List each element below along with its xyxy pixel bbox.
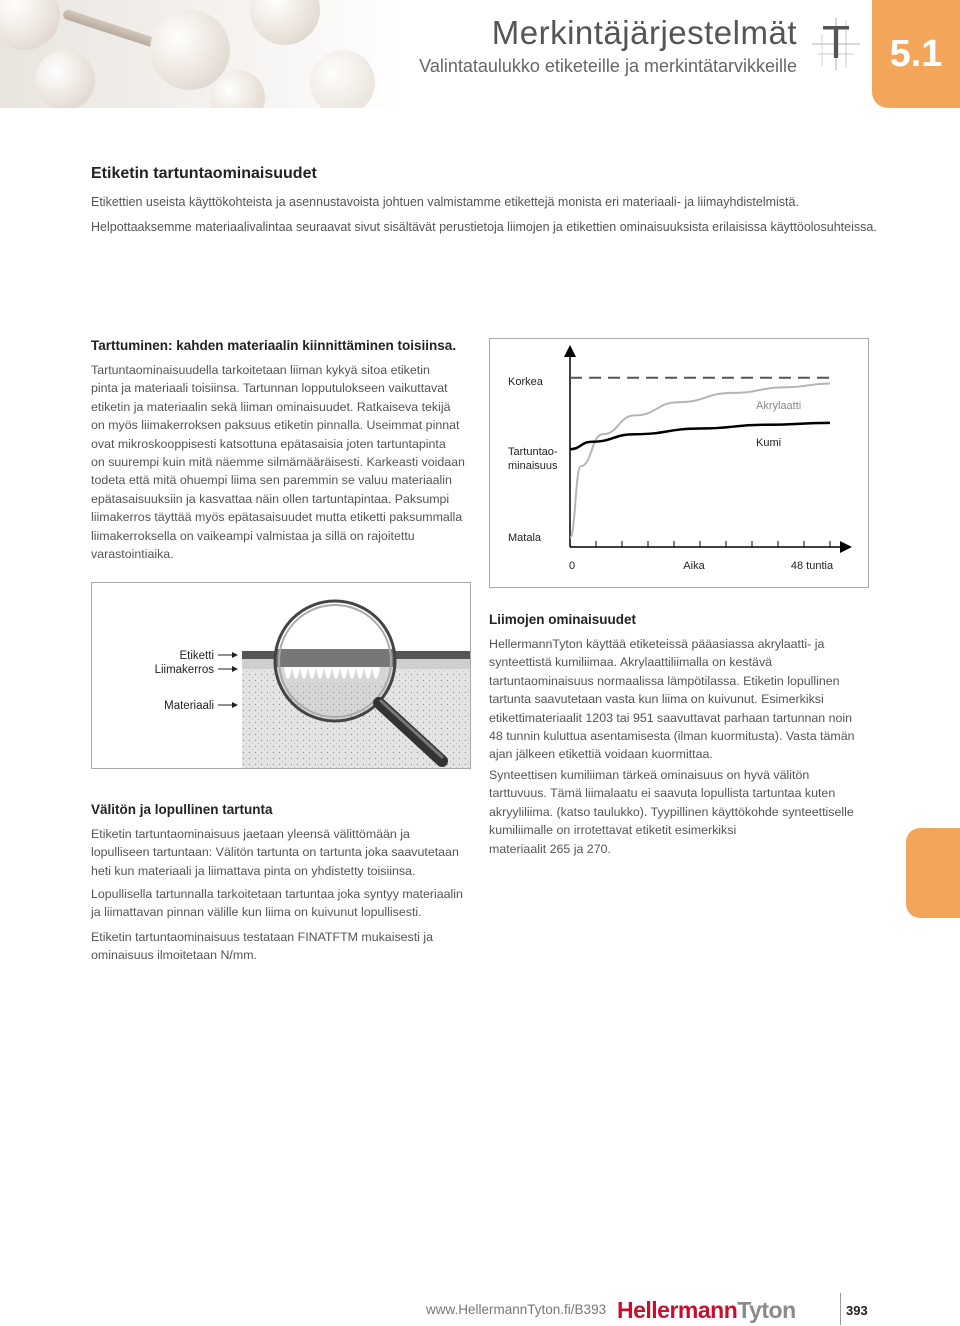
diagram-label-liimakerros: Liimakerros <box>154 664 214 676</box>
diagram-label-materiaali: Materiaali <box>164 700 214 712</box>
adhesion-heading: Tarttuminen: kahden materiaalin kiinnittäminen toisiinsa. <box>91 338 457 353</box>
intro-line: Helpottaaksemme materiaalivalintaa seuraavat sivut sisältävät perustietoja liimojen ja etikettien ominaisuuksista erilaisissa käyttöolosuhteissa. <box>91 220 877 234</box>
x-end-label: 48 tuntia <box>790 560 834 572</box>
instant-paragraph-2: Lopullisella tartunnalla tarkoitetaan tartuntaa joka syntyy materiaalin ja liimattavan pinnan välille kun liima on kuivunut lopullisesti. <box>91 887 463 920</box>
chapter-t-logo-icon <box>810 14 862 72</box>
brand-logo: HellermannTyton <box>617 1297 796 1323</box>
footer-url[interactable]: www.HellermannTyton.fi/B393 <box>426 1302 607 1317</box>
series-line-kumi <box>570 423 830 449</box>
chapter-tab <box>872 0 960 108</box>
x-start-label: 0 <box>568 560 576 572</box>
x-mid-label: Aika <box>683 560 705 572</box>
y-bottom-label: Matala <box>508 532 542 544</box>
diagram-label-etiketti: Etiketti <box>179 650 214 662</box>
decorative-ball <box>310 50 375 108</box>
chapter-number: 5.1 <box>889 32 943 75</box>
adhesives-paragraph-1: HellermannTyton käyttää etiketeissä pääasiassa akrylaatti- ja synteettistä kumiliimaa. Akrylaattiliimalla on kestävä tartuntaominaisuus normaalissa lämpötilassa. Etiketin lopullinen tartunta saavutetaan vasta kun liima on kuivunut. Esimerkiksi etikettimateriaalit 1203 tai 951 saavuttavat parhaan tartunnan noin 48 tunnin kuluttua asentamisesta (ilman kuormitusta). Vasta tämän ajan jälkeen etikettiä voidaan kuormittaa. <box>489 637 855 762</box>
svg-text:T: T <box>821 16 851 68</box>
adhesion-chart <box>489 338 869 588</box>
diagram-svg <box>92 583 470 768</box>
instant-paragraph-1: Etiketin tartuntaominaisuus jaetaan yleensä välittömään ja lopulliseen tartuntaan: Välitön tartunta on tartunta joka saavutetaan heti kun materiaali ja liimattava pinta on yhdistetty toisiinsa. <box>91 827 459 878</box>
y-top-label: Korkea <box>508 376 543 388</box>
page-title: Merkintäjärjestelmät <box>491 14 797 51</box>
adhesives-paragraph-2: Synteettisen kumiliiman tärkeä ominaisuus on hyvä välitön tarttuvuus. Tämä liimalaatu ei saavuta lopullista tartuntaa kuten akryyliliima. (katso taulukko). Tyypillinen käyttökohde synteettiselle kumiliimalle on irrotettavat etiketit esimerkiksi materiaalit 265 ja 270. <box>489 768 854 856</box>
chart-svg <box>490 339 868 587</box>
series-label-akrylaatti: Akrylaatti <box>756 400 802 412</box>
instant-paragraph-3: Etiketin tartuntaominaisuus testataan FINATFTM mukaisesti ja ominaisuus ilmoitetaan N/mm. <box>91 930 434 963</box>
page-number: 393 <box>846 1303 868 1318</box>
y-axis-label-line2: minaisuus <box>508 460 558 472</box>
y-axis-label-line1: Tartuntao- <box>508 446 558 458</box>
section-title: Etiketin tartuntaominaisuudet <box>91 165 317 182</box>
adhesion-paragraph: Tartuntaominaisuudella tarkoitetaan liiman kykyä sitoa etiketin pinta ja materiaali toisiinsa. Tartunnan lopputulokseen vaikuttavat etiketin ja materiaalin sekä liiman ominaisuudet. Ratkaiseva tekijä on myös liimakerroksen paksuus etiketin pinnalla. Useimmat pinnat ovat mikroskooppisesti katsottuna epätasaisia joten tartuntapinta on suurempi kuin mitä näemme silmämääräisesti. Karkeasti voidaan todeta että mitä ohuempi liima sen paremmin se valuu materiaalin epätasaisuuksiin ja kasvattaa näin ollen tartuntapintaa. Paksumpi liimakerros täyttää myös epätasaisuudet mutta etiketti paksummalla liimakerroksella on vaikeampi valmistaa ja sillä on rajoitettu varastointiaika. <box>91 363 465 562</box>
page-number-divider <box>840 1293 841 1325</box>
series-label-kumi: Kumi <box>756 437 782 449</box>
adhesives-heading: Liimojen ominaisuudet <box>489 612 637 627</box>
page-subtitle: Valintataulukko etiketeille ja merkintätarvikkeille <box>419 56 797 76</box>
side-tab <box>906 828 960 918</box>
intro-line: Etikettien useista käyttökohteista ja asennustavoista johtuen valmistamme etikettejä monista eri materiaali- ja liimayhdistelmistä. <box>91 195 799 209</box>
decorative-ball <box>35 50 95 108</box>
decorative-ball <box>250 0 320 45</box>
adhesion-diagram <box>91 582 471 769</box>
decorative-ball <box>0 0 60 50</box>
instant-heading: Välitön ja lopullinen tartunta <box>91 802 273 817</box>
